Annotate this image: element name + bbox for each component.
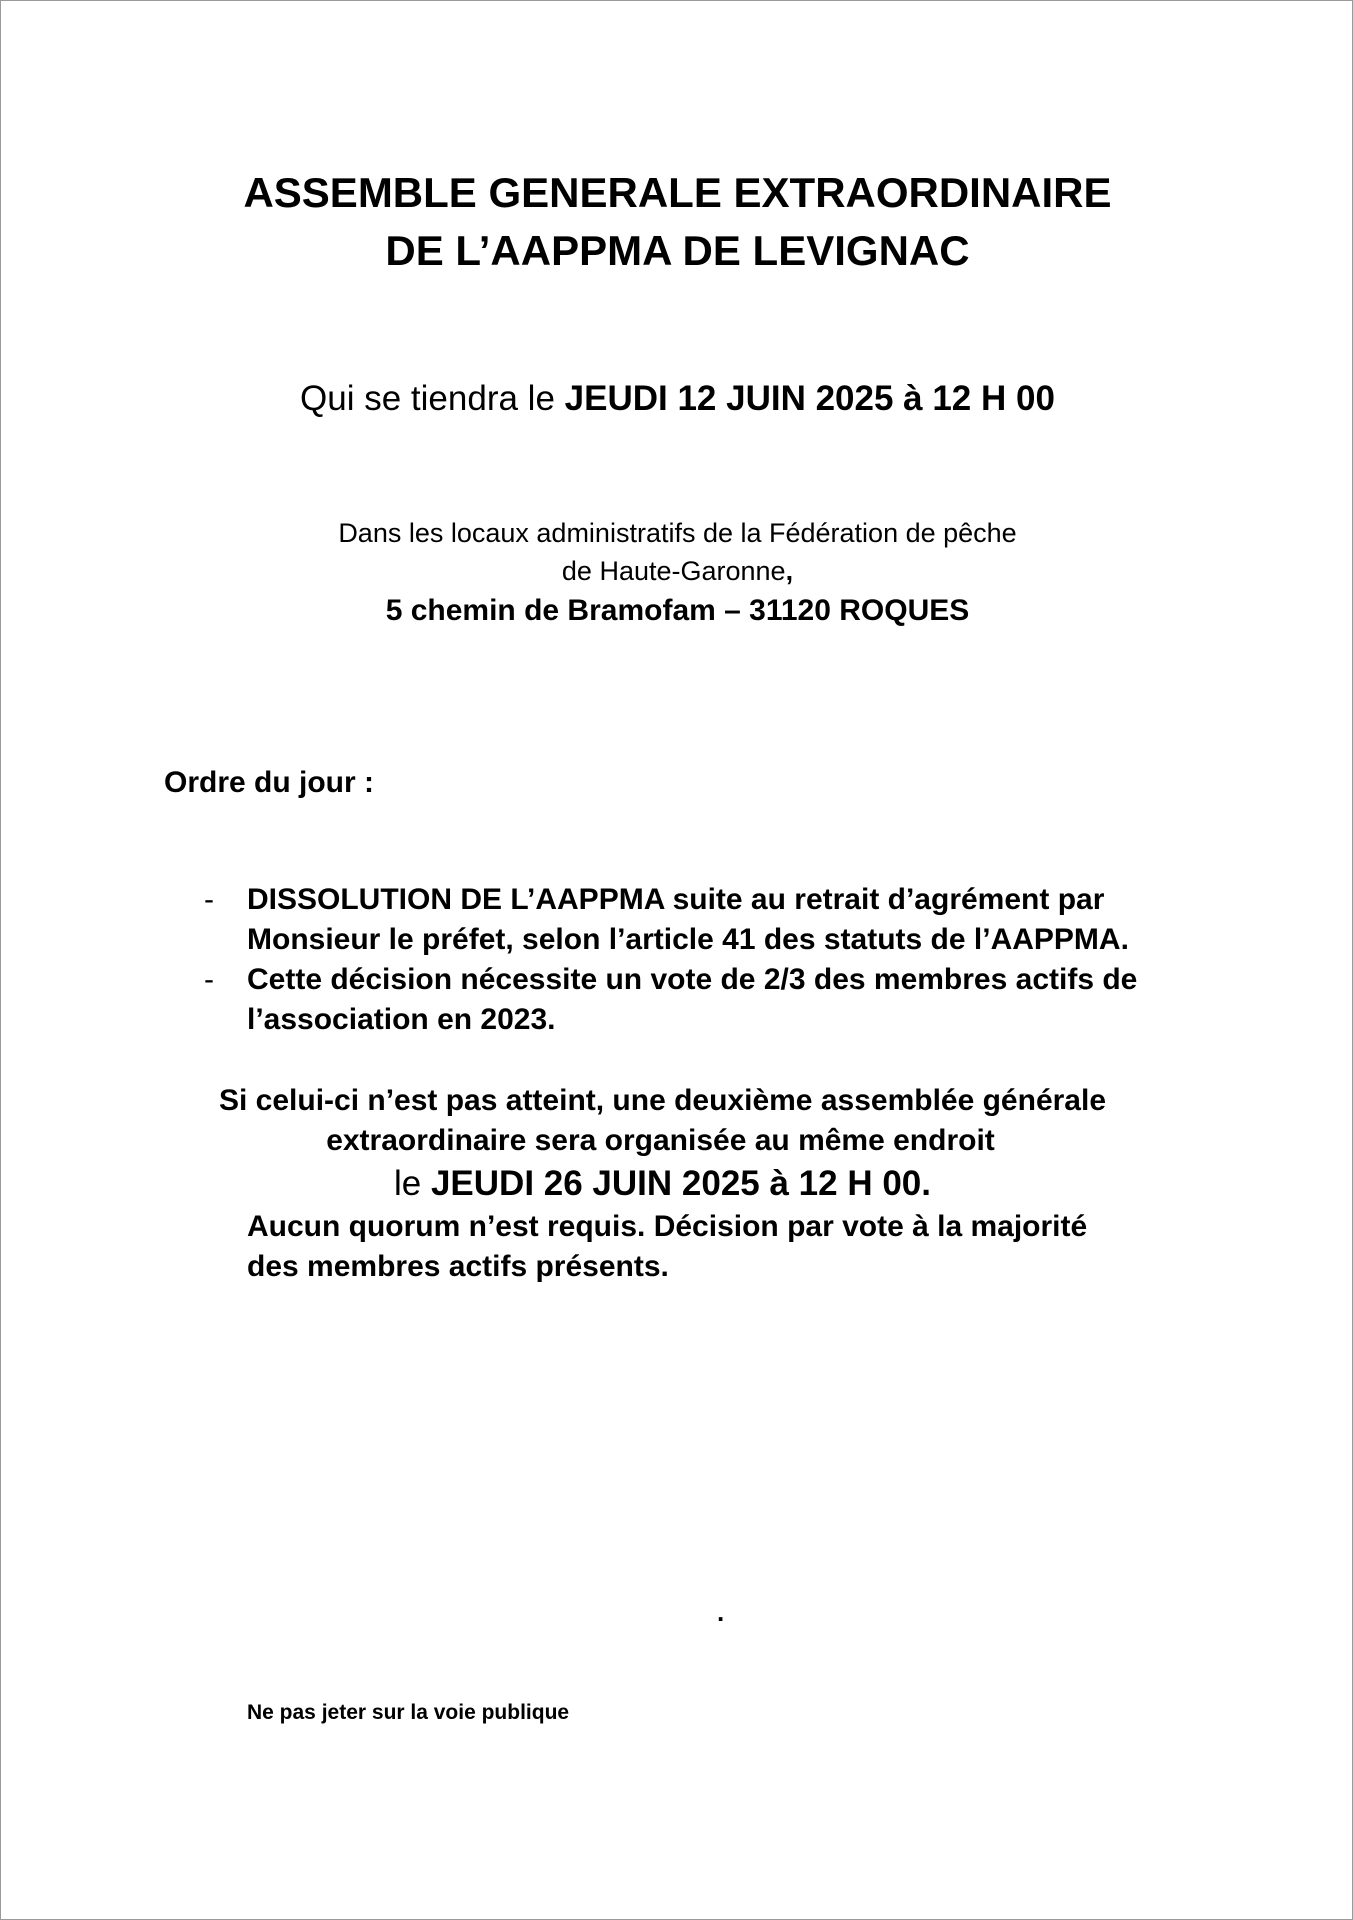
location-comma: , (785, 556, 794, 586)
location-line-1: Dans les locaux administratifs de la Fédération de pêche (338, 518, 1017, 548)
second-meeting-line-4: Aucun quorum n’est requis. Décision par vote à la majorité (247, 1210, 1088, 1243)
location-address: 5 chemin de Bramofam – 31120 ROQUES (385, 594, 970, 627)
second-meeting-date: JEUDI 26 JUIN 2025 à 12 H 00. (430, 1164, 931, 1203)
agenda-item-line: Monsieur le préfet, selon l’article 41 des statuts de l’AAPPMA. (247, 923, 1129, 956)
second-meeting-date-line (0, 1161, 1353, 1207)
list-dash: - (204, 963, 214, 996)
list-dash: - (204, 883, 214, 916)
agenda-item (204, 960, 1204, 1040)
meeting-date-line (1, 375, 1353, 423)
agenda-item-line: DISSOLUTION DE L’AAPPMA suite au retrait d’agrément par (247, 883, 1105, 916)
agenda-item-line: l’association en 2023. (247, 1003, 556, 1036)
second-meeting-date-prefix: le (394, 1164, 431, 1203)
agenda-heading: Ordre du jour : (164, 766, 374, 799)
location-line-2-wrap (1, 552, 1353, 590)
meeting-prefix: Qui se tiendra le (300, 379, 565, 418)
location-line-2: de Haute-Garonne (561, 556, 786, 586)
second-meeting-line-1: Si celui-ci n’est pas atteint, une deuxième assemblée générale (218, 1084, 1107, 1117)
title-line-2: DE L’AAPPMA DE LEVIGNAC (385, 227, 970, 274)
agenda-item-line: Cette décision nécessite un vote de 2/3 des membres actifs de (247, 963, 1138, 996)
second-meeting-line-2: extraordinaire sera organisée au même endroit (326, 1124, 995, 1157)
agenda-list (204, 880, 1204, 1040)
stray-dot: . (717, 1597, 725, 1627)
agenda-item (204, 880, 1204, 960)
meeting-date: JEUDI 12 JUIN 2025 à 12 H 00 (564, 379, 1055, 418)
second-meeting-line-5: des membres actifs présents. (247, 1250, 669, 1283)
title-line-1: ASSEMBLE GENERALE EXTRAORDINAIRE (243, 169, 1112, 216)
meeting-location (1, 514, 1353, 632)
document-title (1, 164, 1353, 280)
second-meeting-notice (1, 1081, 1353, 1287)
footer-note: Ne pas jeter sur la voie publique (247, 1701, 570, 1724)
